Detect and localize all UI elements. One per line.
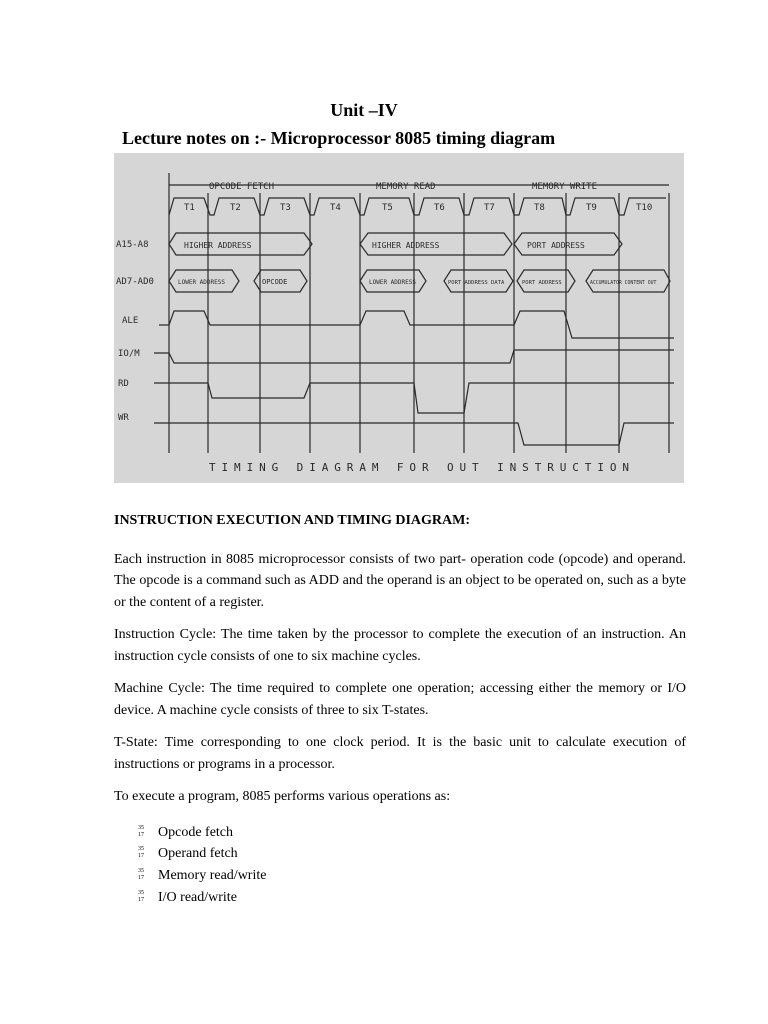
list-item bbox=[136, 887, 686, 909]
signal-label: WR bbox=[118, 413, 129, 423]
signal-label: AD7-AD0 bbox=[116, 277, 154, 287]
unit-title: Unit –IV bbox=[330, 100, 398, 120]
signal-label: A15-A8 bbox=[116, 240, 149, 250]
bus-label: HIGHER ADDRESS bbox=[372, 241, 440, 250]
list-item bbox=[136, 865, 686, 887]
operations-list bbox=[114, 822, 686, 909]
t-state-label: T8 bbox=[534, 203, 545, 213]
section-heading: INSTRUCTION EXECUTION AND TIMING DIAGRAM: bbox=[114, 513, 471, 528]
paragraph: Each instruction in 8085 microprocessor consists of two part- operation code (opcode) and operand. The opcode is a command such as ADD and the operand is an object to be operated on, such as a byte or the content of a register. bbox=[114, 551, 686, 610]
bus-label: PORT ADDRESS DATA bbox=[448, 280, 505, 286]
list-item bbox=[136, 843, 686, 865]
list-item bbox=[136, 822, 686, 844]
signal-label: ALE bbox=[122, 316, 139, 326]
document-body bbox=[114, 510, 686, 909]
cycle-label: MEMORY WRITE bbox=[532, 182, 598, 192]
paragraph: Machine Cycle: The time required to complete one operation; accessing either the memory or I/O device. A machine cycle consists of three to six T-states. bbox=[114, 681, 686, 718]
paper-background bbox=[114, 153, 684, 483]
bullet-icon: 35 17 bbox=[138, 824, 144, 838]
lecture-title: Lecture notes on :- Microprocessor 8085 timing diagram bbox=[122, 128, 556, 148]
list-item-text: Memory read/write bbox=[158, 868, 267, 884]
bus-label: PORT ADDRESS bbox=[527, 241, 585, 250]
signal-label: RD bbox=[118, 379, 129, 389]
t-state-label: T10 bbox=[636, 203, 653, 213]
cycle-label: OPCODE FETCH bbox=[209, 182, 275, 192]
bus-label: HIGHER ADDRESS bbox=[184, 241, 252, 250]
bus-label: LOWER ADDRESS bbox=[369, 279, 416, 286]
list-item-text: Opcode fetch bbox=[158, 824, 234, 840]
paragraph: To execute a program, 8085 performs various operations as: bbox=[114, 789, 451, 804]
timing-diagram-photo bbox=[114, 153, 684, 483]
list-item-text: I/O read/write bbox=[158, 889, 237, 905]
bullet-icon: 35 17 bbox=[138, 889, 144, 903]
timing-diagram-svg bbox=[114, 153, 684, 483]
t-state-label: T2 bbox=[230, 203, 241, 213]
t-state-label: T4 bbox=[330, 203, 341, 213]
bus-label: OPCODE bbox=[262, 278, 288, 286]
signal-label: IO/M bbox=[118, 349, 140, 359]
list-item-text: Operand fetch bbox=[158, 846, 238, 862]
bullet-icon: 35 17 bbox=[138, 846, 144, 860]
t-state-label: T5 bbox=[382, 203, 393, 213]
cycle-label: MEMORY READ bbox=[376, 182, 436, 192]
bus-label: PORT ADDRESS bbox=[522, 280, 562, 286]
bus-label: LOWER ADDRESS bbox=[178, 279, 225, 286]
t-state-label: T7 bbox=[484, 203, 495, 213]
diagram-caption: TIMING DIAGRAM FOR OUT INSTRUCTION bbox=[209, 461, 629, 474]
paragraph: Instruction Cycle: The time taken by the processor to complete the execution of an instruction. An instruction cycle consists of one to six machine cycles. bbox=[114, 627, 686, 664]
t-state-label: T1 bbox=[184, 203, 195, 213]
t-state-label: T9 bbox=[586, 203, 597, 213]
paragraph: T-State: Time corresponding to one clock period. It is the basic unit to calculate execution of instructions or programs in a processor. bbox=[114, 735, 686, 772]
t-state-label: T6 bbox=[434, 203, 445, 213]
bullet-icon: 35 17 bbox=[138, 868, 144, 882]
t-state-label: T3 bbox=[280, 203, 291, 213]
bus-label: ACCUMULATOR CONTENT OUT bbox=[590, 281, 657, 286]
